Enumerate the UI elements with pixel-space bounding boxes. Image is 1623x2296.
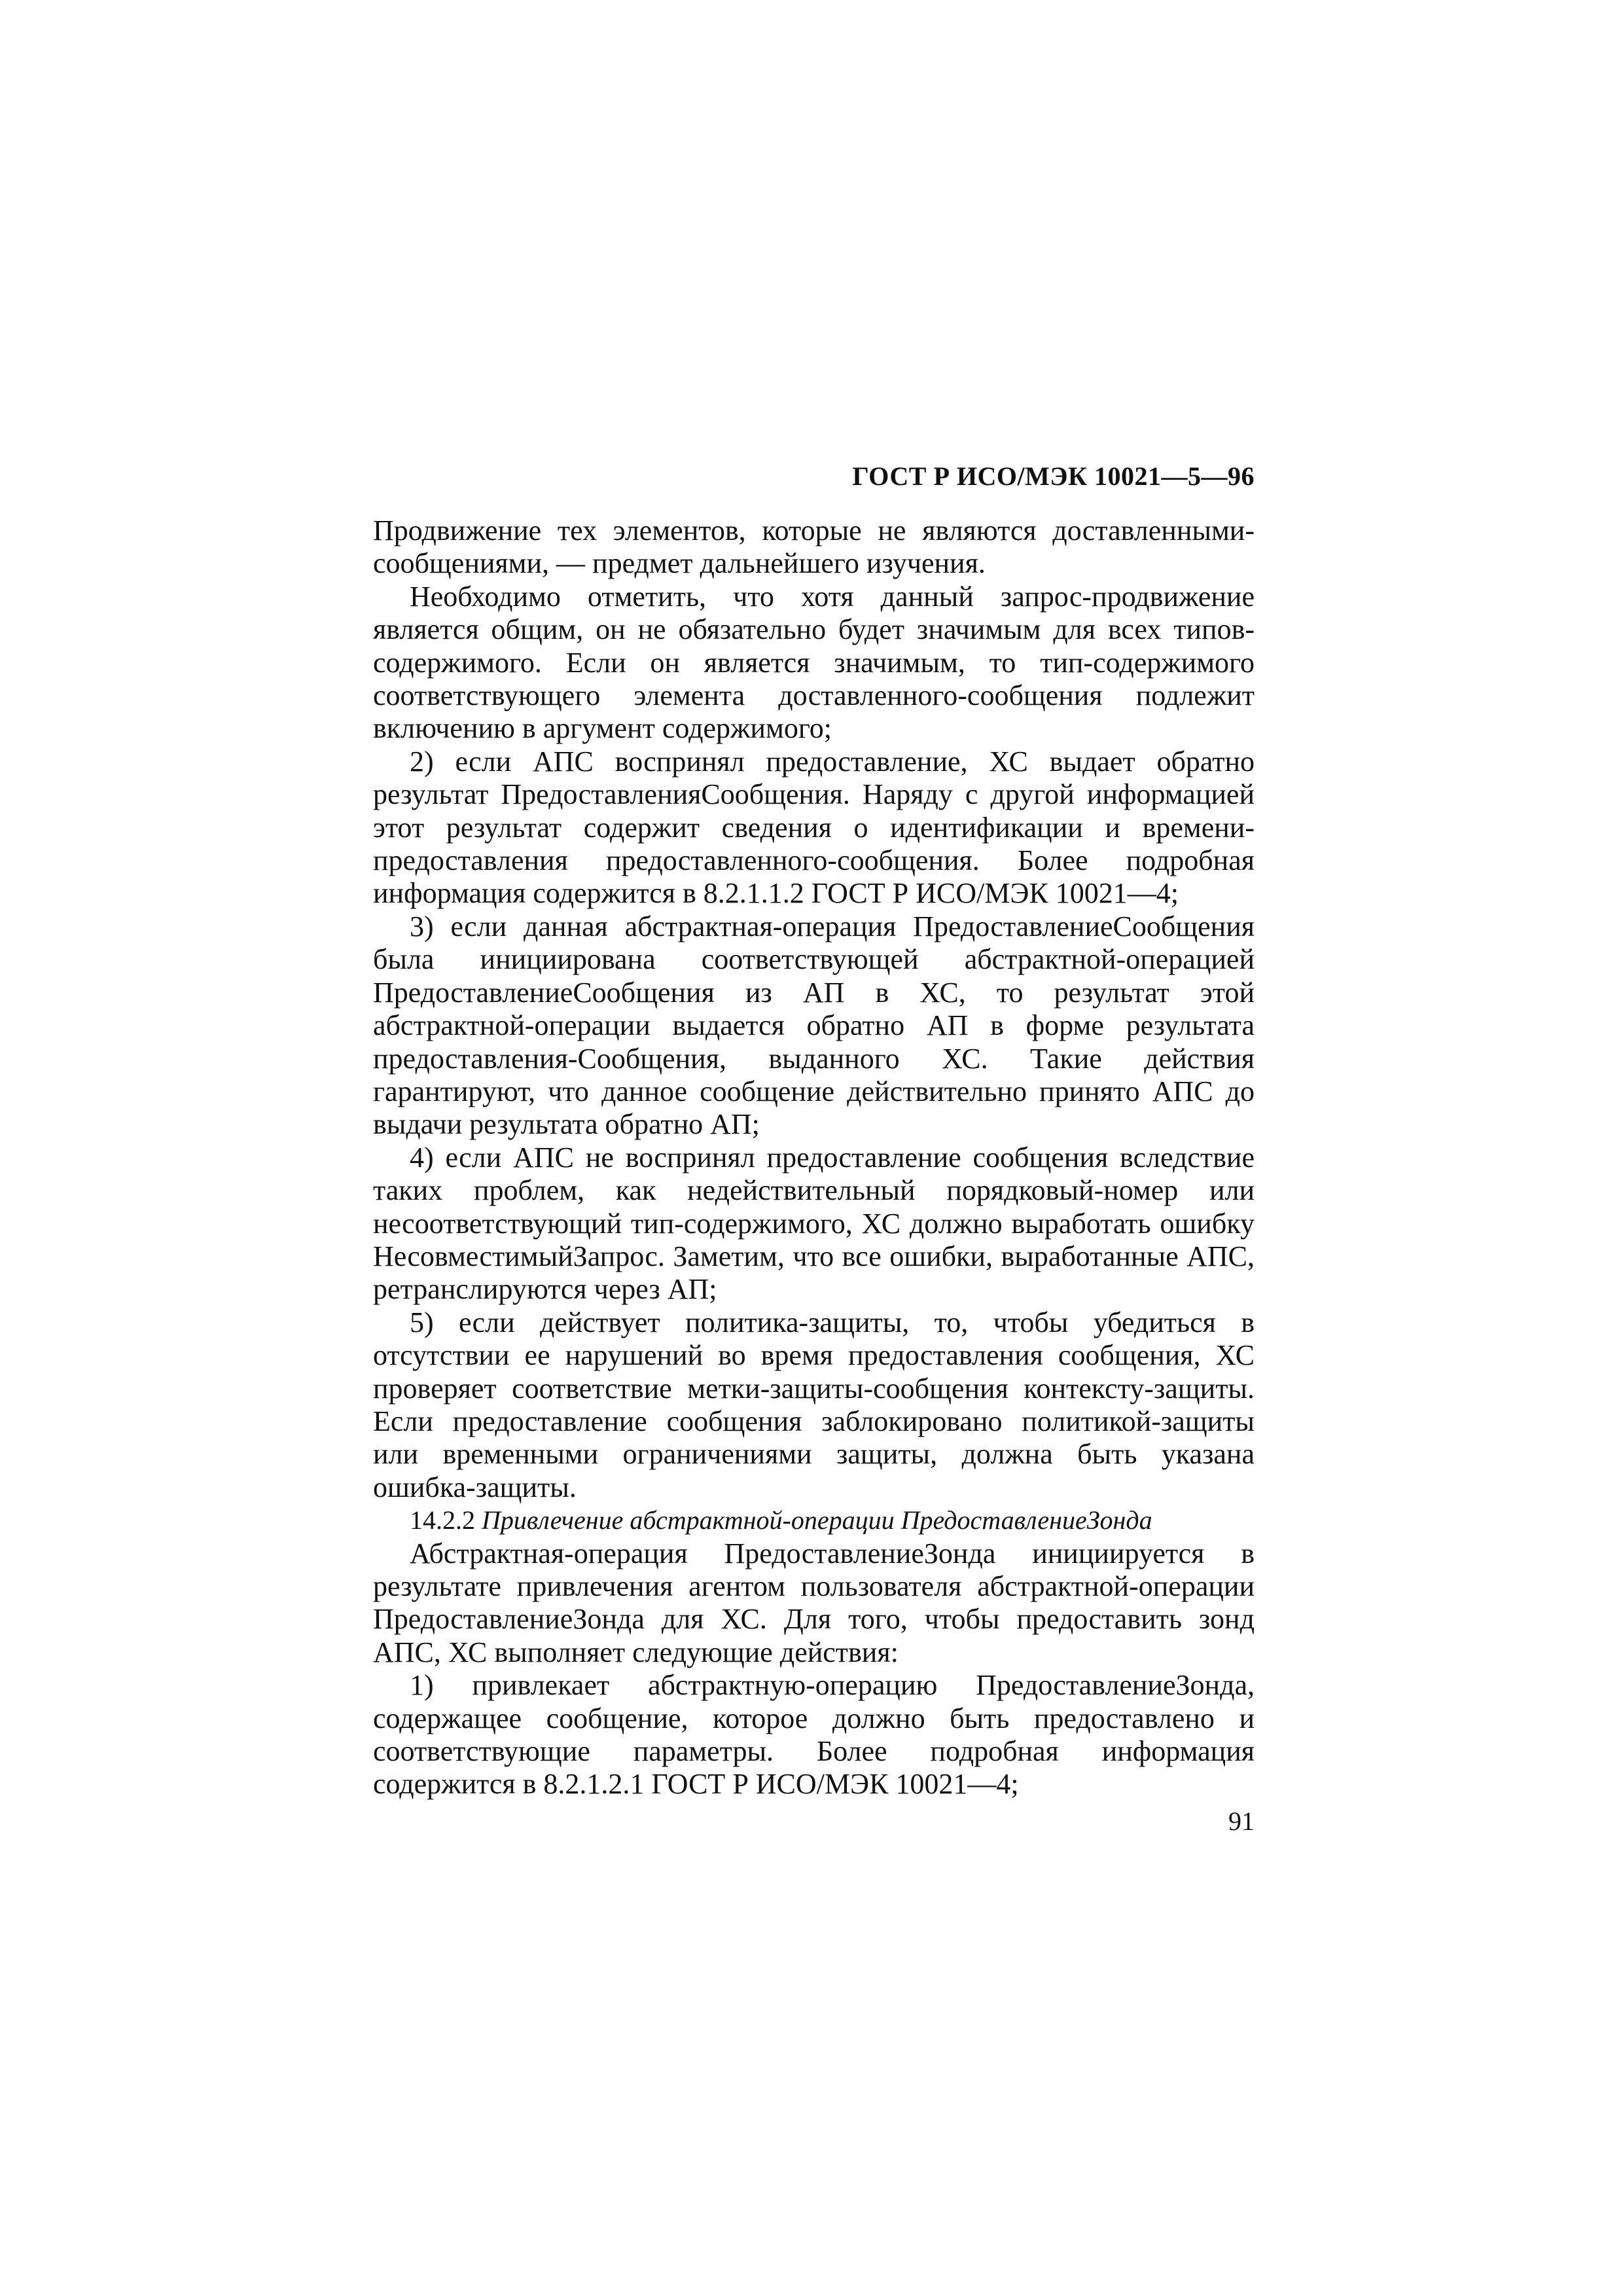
list-item-4: 4) если АПС не воспринял предоставление сообщения вследствие таких проблем, как недействительный порядковый-номер или несоответствующий тип-содержимого, ХС должно выработать ошибку НесовместимыйЗапрос. Заметим, что все ошибки, выработанные АПС, ретранслируются через АП; [373,1141,1255,1306]
section-list-item-1: 1) привлекает абстрактную-операцию ПредоставлениеЗонда, содержащее сообщение, которое должно быть предоставлено и соответствующие параметры. Более подробная информация содержится в 8.2.1.2.1 ГОСТ Р ИСО/МЭК 10021—4; [373,1669,1255,1801]
section-heading [373,1504,1255,1537]
paragraph-note: Необходимо отметить, что хотя данный запрос-продвижение является общим, он не обязательно будет значимым для всех типов-содержимого. Если он является значимым, то тип-содержимого соответствующего элемента доставленного-сообщения подлежит включению в аргумент содержимого; [373,580,1255,745]
list-item-3: 3) если данная абстрактная-операция ПредоставлениеСообщения была инициирована соответствующей абстрактной-операцией ПредоставлениеСообщения из АП в ХС, то результат этой абстрактной-операции выдается обратно АП в форме результата предоставления-Сообщения, выданного ХС. Такие действия гарантируют, что данное сообщение действительно принято АПС до выдачи результата обратно АП; [373,910,1255,1141]
list-item-5: 5) если действует политика-защиты, то, чтобы убедиться в отсутствии ее нарушений во время предоставления сообщения, ХС проверяет соответствие метки-защиты-сообщения контексту-защиты. Если предоставление сообщения заблокировано политикой-защиты или временными ограничениями защиты, должна быть указана ошибка-защиты. [373,1306,1255,1503]
page-header [373,458,1255,495]
section-number: 14.2.2 [410,1505,475,1535]
section-intro-paragraph: Абстрактная-операция ПредоставлениеЗонда инициируется в результате привлечения агентом пользователя абстрактной-операции ПредоставлениеЗонда для ХС. Для того, чтобы предоставить зонд АПС, ХС выполняет следующие действия: [373,1537,1255,1668]
paragraph-continuation: Продвижение тех элементов, которые не являются доставленными-сообщениями, — предмет дальнейшего изучения. [373,514,1255,580]
section-title: Привлечение абстрактной-операции ПредоставлениеЗонда [482,1505,1152,1535]
standard-code: ГОСТ Р ИСО/МЭК 10021—5—96 [852,461,1255,491]
list-item-2: 2) если АПС воспринял предоставление, ХС выдает обратно результат ПредоставленияСообщения. Наряду с другой информацией этот результат содержит сведения о идентификации и времени-предоставления предоставленного-сообщения. Более подробная информация содержится в 8.2.1.1.2 ГОСТ Р ИСО/МЭК 10021—4; [373,745,1255,910]
body-text [373,514,1255,1801]
page-number: 91 [1228,1806,1255,1836]
